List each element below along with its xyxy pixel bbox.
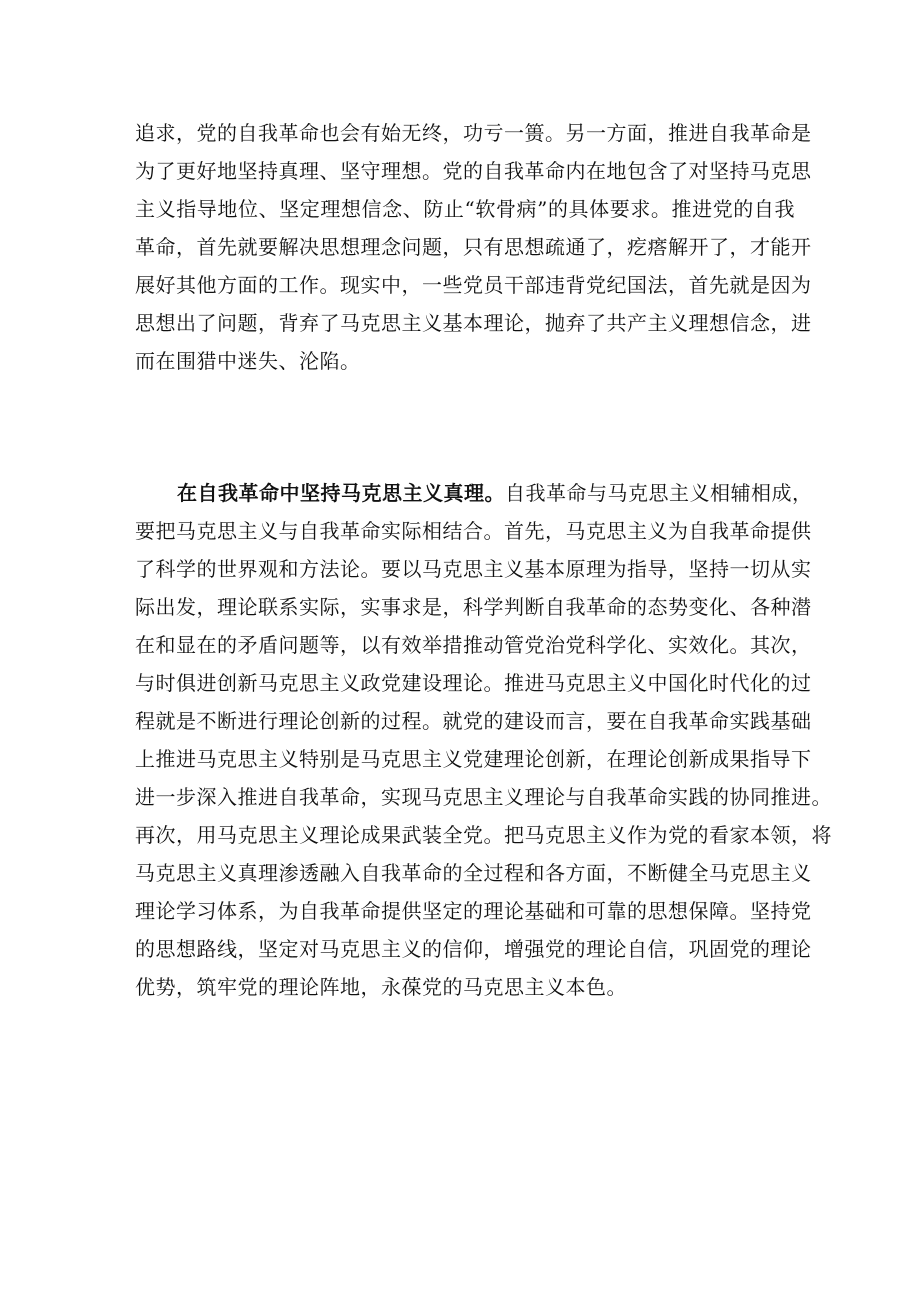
paragraph-line: 在和显在的矛盾问题等，以有效举措推动管党治党科学化、实效化。其次， bbox=[135, 633, 812, 657]
paragraph-line: 优势，筑牢党的理论阵地，永葆党的马克思主义本色。 bbox=[135, 975, 627, 999]
paragraph-line: 进一步深入推进自我革命，实现马克思主义理论与自我革命实践的协同推进。 bbox=[135, 785, 832, 809]
paragraph-line: 程就是不断进行理论创新的过程。就党的建设而言，要在自我革命实践基础 bbox=[135, 709, 812, 733]
paragraph-line: 上推进马克思主义特别是马克思主义党建理论创新，在理论创新成果指导下 bbox=[135, 747, 812, 771]
paragraph-line: 再次，用马克思主义理论成果武装全党。把马克思主义作为党的看家本领，将 bbox=[135, 823, 832, 847]
paragraph-line: 主义指导地位、坚定理想信念、防止“软骨病”的具体要求。推进党的自我 bbox=[135, 197, 795, 221]
paragraph-1 bbox=[135, 114, 812, 380]
paragraph-line: 理论学习体系，为自我革命提供坚定的理论基础和可靠的思想保障。坚持党 bbox=[135, 899, 812, 923]
paragraph-line: 的思想路线，坚定对马克思主义的信仰，增强党的理论自信，巩固党的理论 bbox=[135, 937, 812, 961]
paragraph-line: 与时俱进创新马克思主义政党建设理论。推进马克思主义中国化时代化的过 bbox=[135, 671, 812, 695]
paragraph-line: 追求，党的自我革命也会有始无终，功亏一篑。另一方面，推进自我革命是 bbox=[135, 121, 812, 145]
paragraph-lead-heading: 在自我革命中坚持马克思主义真理。 bbox=[177, 481, 505, 505]
paragraph-line: 革命，首先就要解决思想理念问题，只有思想疏通了，疙瘩解开了，才能开 bbox=[135, 235, 812, 259]
paragraph-line: 要把马克思主义与自我革命实际相结合。首先，马克思主义为自我革命提供 bbox=[135, 519, 812, 543]
paragraph-line: 际出发，理论联系实际，实事求是，科学判断自我革命的态势变化、各种潜 bbox=[135, 595, 812, 619]
paragraph-lead-text: 自我革命与马克思主义相辅相成， bbox=[505, 481, 813, 505]
paragraph-2 bbox=[135, 474, 832, 1006]
paragraph-line: 了科学的世界观和方法论。要以马克思主义基本原理为指导，坚持一切从实 bbox=[135, 557, 812, 581]
paragraph-line: 思想出了问题，背弃了马克思主义基本理论，抛弃了共产主义理想信念，进 bbox=[135, 311, 812, 335]
paragraph-line: 展好其他方面的工作。现实中，一些党员干部违背党纪国法，首先就是因为 bbox=[135, 273, 812, 297]
paragraph-line: 而在围猎中迷失、沦陷。 bbox=[135, 349, 361, 373]
paragraph-line: 为了更好地坚持真理、坚守理想。党的自我革命内在地包含了对坚持马克思 bbox=[135, 159, 812, 183]
paragraph-first-line bbox=[135, 474, 813, 512]
paragraph-line: 马克思主义真理渗透融入自我革命的全过程和各方面，不断健全马克思主义 bbox=[135, 861, 812, 885]
